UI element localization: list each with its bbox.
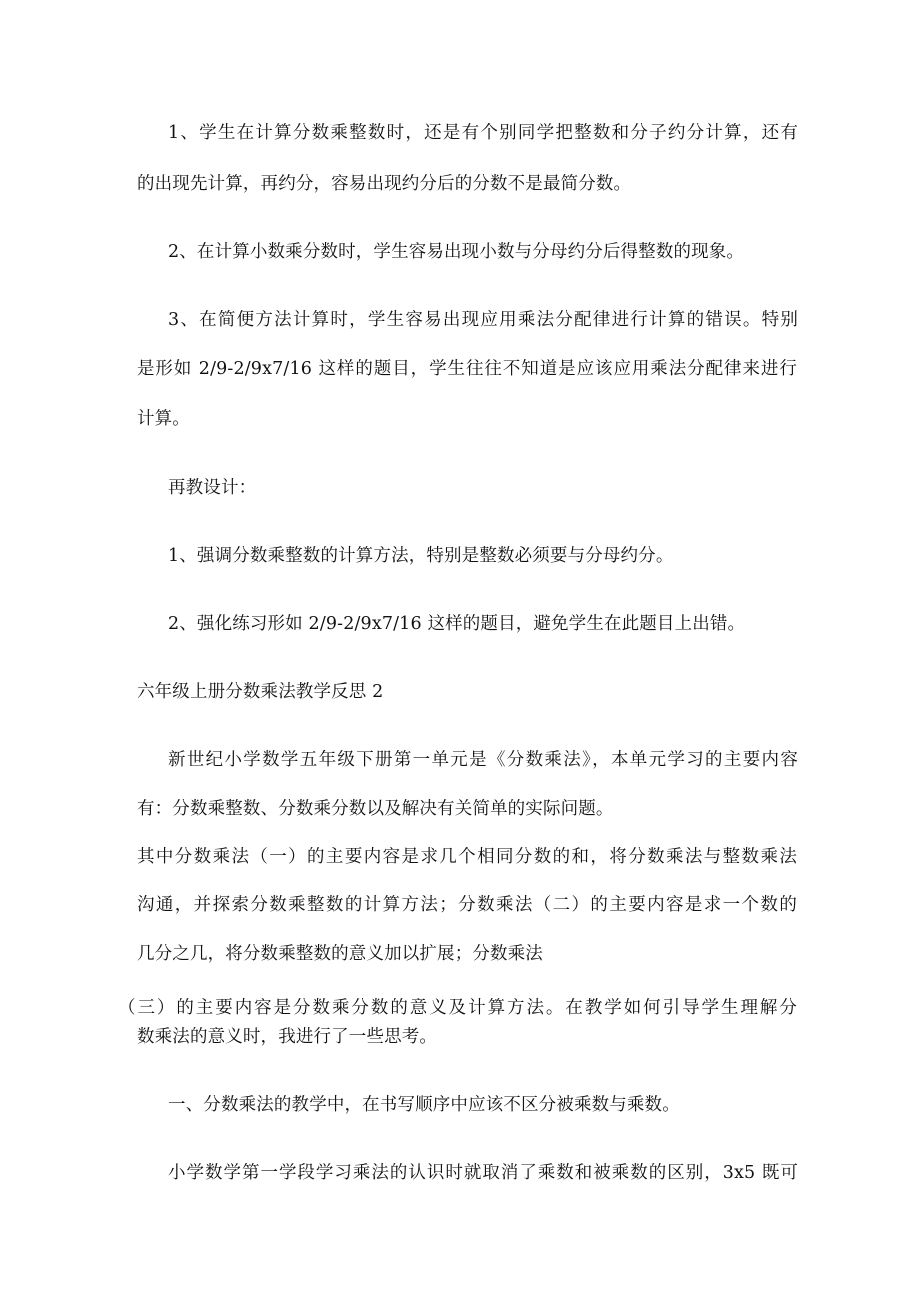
paragraph-3-line-1: 3、在简便方法计算时，学生容易出现应用乘法分配律进行计算的错误。特别 xyxy=(168,310,798,330)
point-one-heading: 一、分数乘法的教学中，在书写顺序中应该不区分被乘数与乘数。 xyxy=(168,1095,680,1115)
paragraph-3-line-3: 计算。 xyxy=(137,409,190,429)
paragraph-1-line-2: 的出现先计算，再约分，容易出现约分后的分数不是最简分数。 xyxy=(137,174,632,194)
paragraph-4-line-1: 新世纪小学数学五年级下册第一单元是《分数乘法》，本单元学习的主要内容 xyxy=(168,750,798,770)
redesign-heading: 再教设计： xyxy=(168,478,257,498)
paragraph-4-line-2: 有：分数乘整数、分数乘分数以及解决有关简单的实际问题。 xyxy=(137,799,614,819)
paragraph-2-line-1: 2、在计算小数乘分数时，学生容易出现小数与分母约分后得整数的现象。 xyxy=(168,242,745,262)
paragraph-6-line-2: 数乘法的意义时，我进行了一些思考。 xyxy=(137,1027,438,1047)
paragraph-3-line-2: 是形如 2/9-2/9x7/16 这样的题目，学生往往不知道是应该应用乘法分配律来进行 xyxy=(137,359,797,379)
paragraph-5-line-1: 其中分数乘法（一）的主要内容是求几个相同分数的和，将分数乘法与整数乘法 xyxy=(137,847,797,867)
section-title: 六年级上册分数乘法教学反思 2 xyxy=(137,682,384,702)
redesign-item-2: 2、强化练习形如 2/9-2/9x7/16 这样的题目，避免学生在此题目上出错。 xyxy=(168,614,746,634)
paragraph-7-line-1: 小学数学第一学段学习乘法的认识时就取消了乘数和被乘数的区别，3x5 既可 xyxy=(168,1163,798,1183)
paragraph-6-line-1: （三）的主要内容是分数乘分数的意义及计算方法。在教学如何引导学生理解分 xyxy=(118,998,797,1018)
paragraph-5-line-2: 沟通，并探索分数乘整数的计算方法；分数乘法（二）的主要内容是求一个数的 xyxy=(137,895,797,915)
paragraph-1-line-1: 1、学生在计算分数乘整数时，还是有个别同学把整数和分子约分计算，还有 xyxy=(168,123,798,143)
redesign-item-1: 1、强调分数乘整数的计算方法，特别是整数必须要与分母约分。 xyxy=(168,546,674,566)
paragraph-5-line-3: 几分之几，将分数乘整数的意义加以扩展；分数乘法 xyxy=(137,944,543,964)
